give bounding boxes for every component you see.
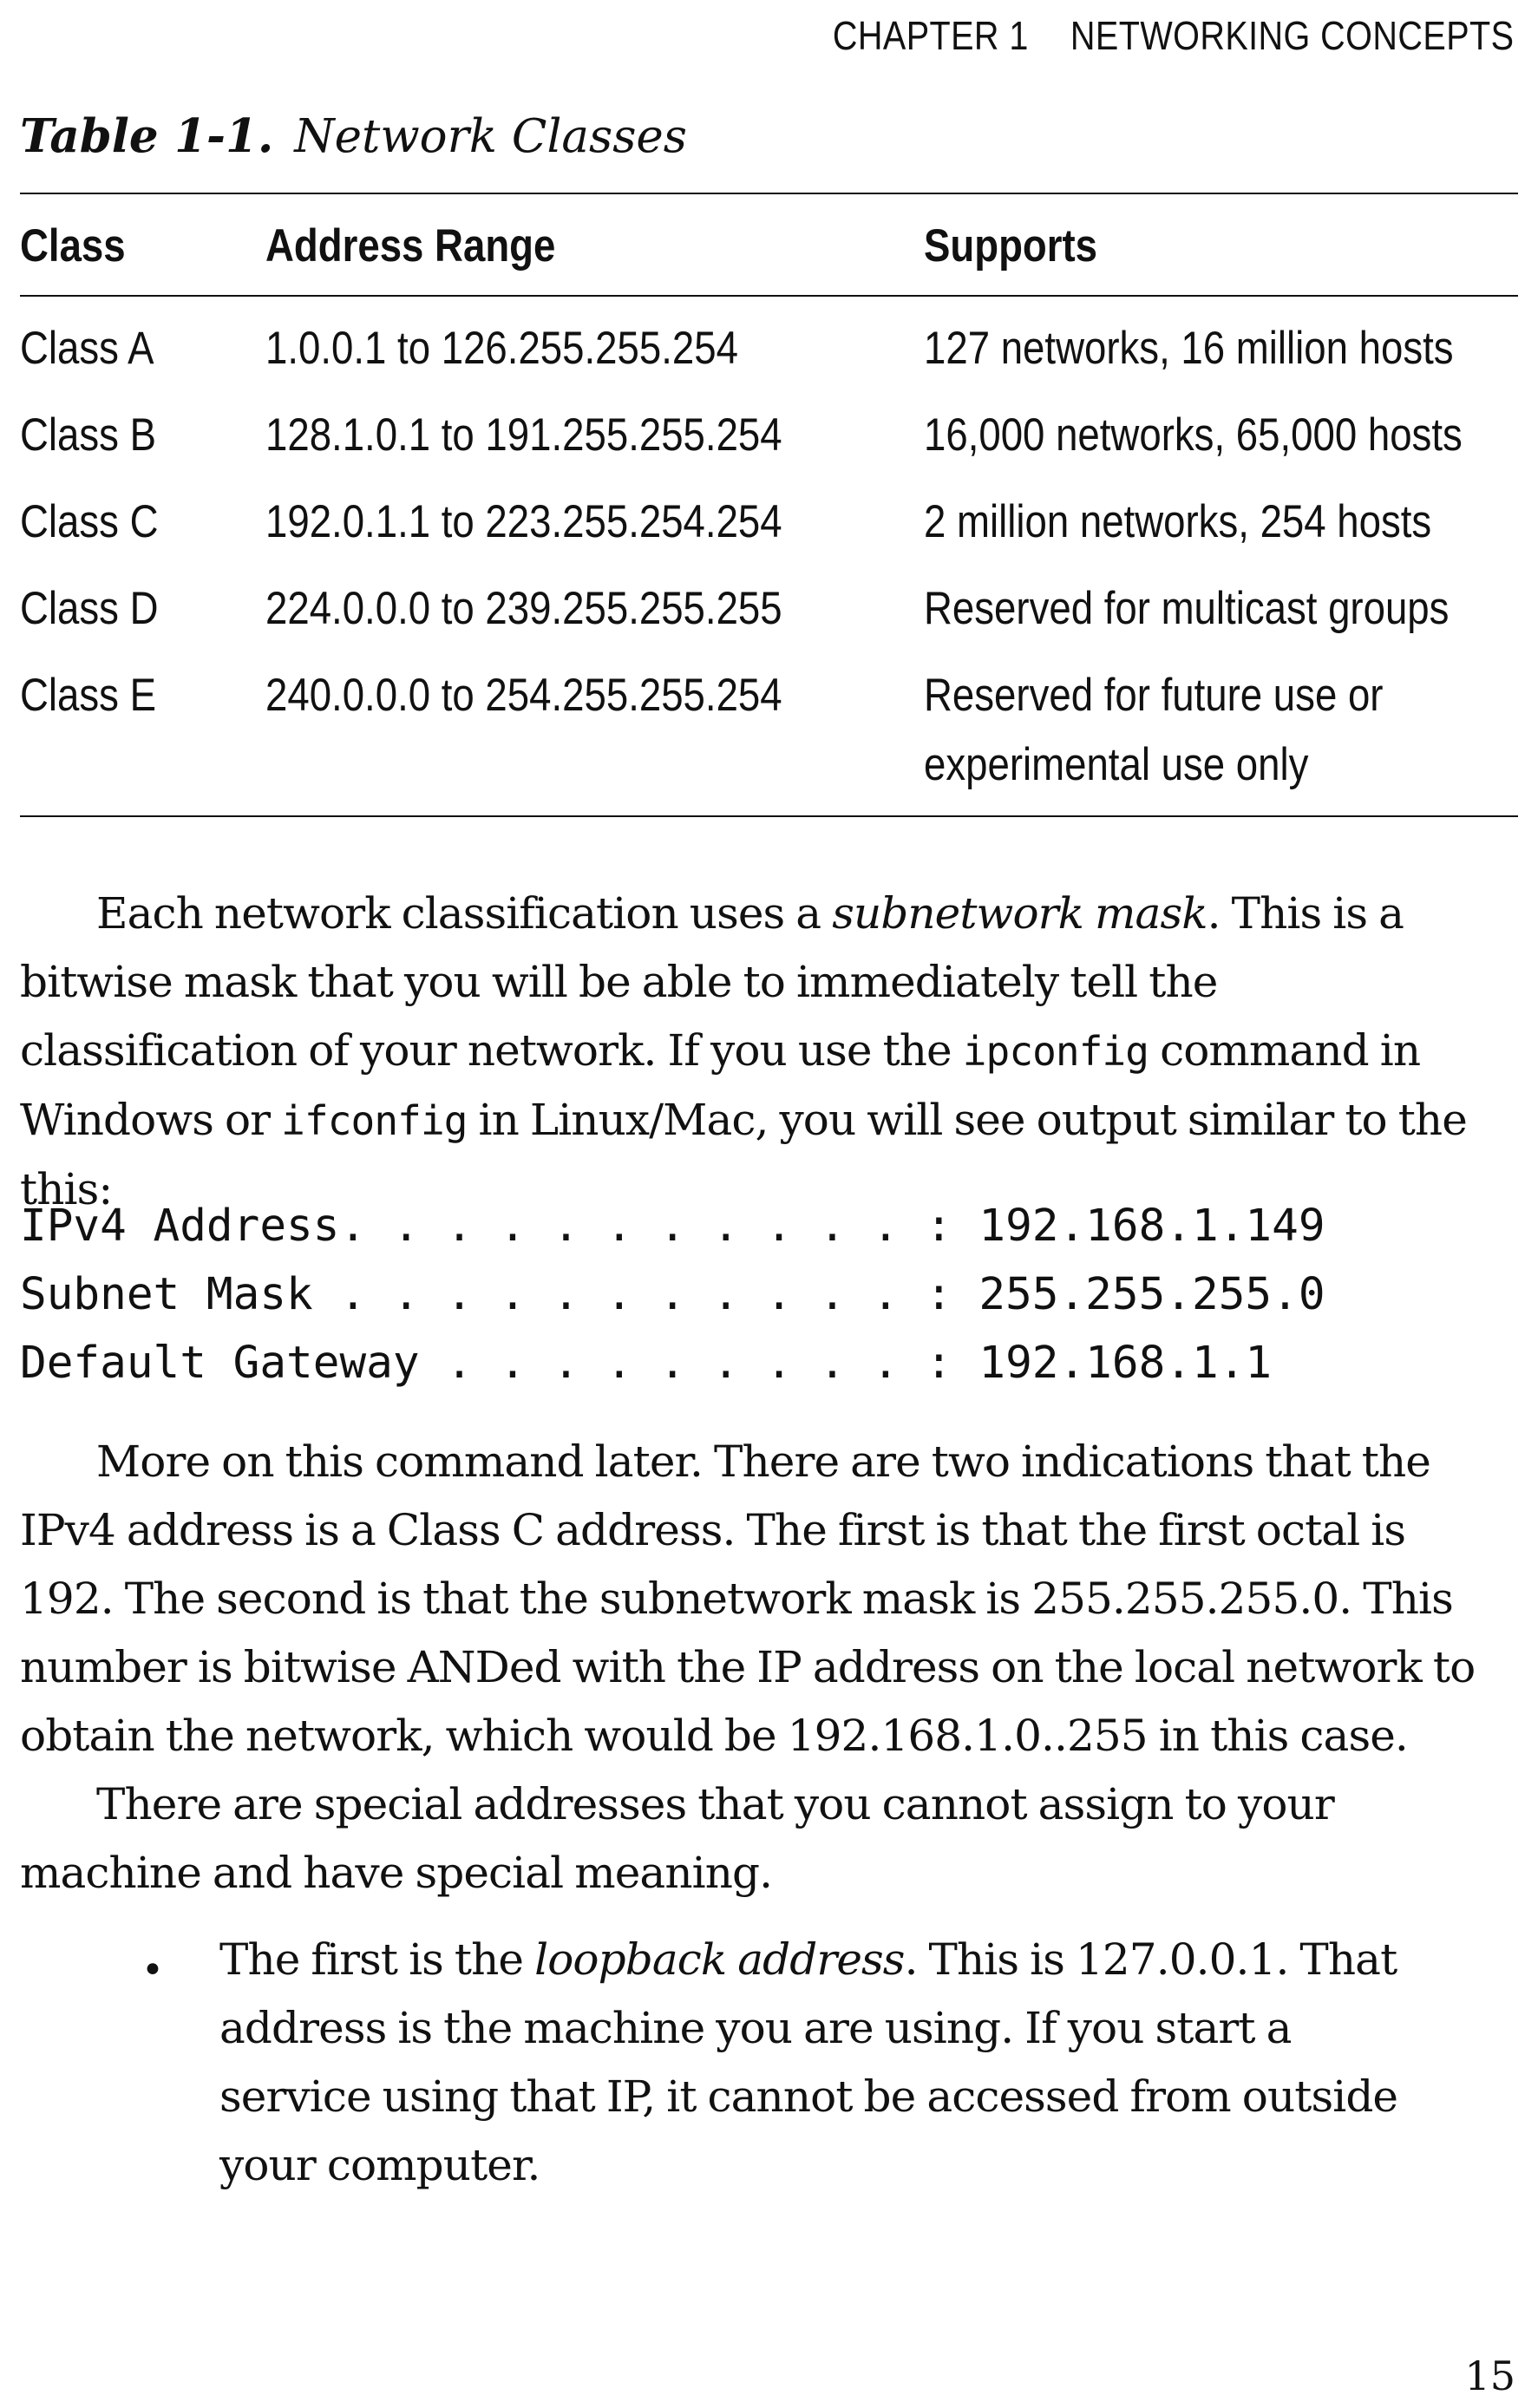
table-caption	[20, 109, 687, 163]
bullet-text: . This is 127.0.0.1. That address is the machine you are using. If you start a service using that IP, it cannot be accessed from outside your computer.	[219, 1934, 1398, 2190]
table-cell-class: Class A	[20, 323, 154, 374]
paragraph-text: . This is a bitwise mask that you will be able to immediately tell the classification of your network. If you use the	[20, 888, 1404, 1076]
body-paragraph-special-addresses	[20, 1770, 1495, 1907]
bullet-text: The first is the	[219, 1934, 535, 1985]
table-cell-supports-continued: experimental use only	[924, 739, 1309, 790]
table-cell-supports: Reserved for multicast groups	[924, 583, 1450, 634]
table-cell-supports: Reserved for future use or	[924, 670, 1384, 721]
bullet-marker: •	[141, 1948, 164, 1992]
paragraph-text: There are special addresses that you cannot assign to your machine and have special meaning.	[20, 1779, 1334, 1898]
inline-code-ifconfig: ifconfig	[281, 1097, 468, 1144]
table-cell-class: Class C	[20, 496, 159, 547]
code-line-ipv4: IPv4 Address. . . . . . . . . . . : 192.168.1.149	[20, 1201, 1325, 1252]
column-header-class: Class	[20, 220, 126, 272]
table-cell-address-range: 224.0.0.0 to 239.255.255.255	[265, 583, 782, 634]
column-header-address-range: Address Range	[265, 220, 556, 272]
body-paragraph-subnet-mask	[20, 880, 1495, 1224]
table-cell-supports: 127 networks, 16 million hosts	[924, 323, 1454, 374]
table-cell-address-range: 128.1.0.1 to 191.255.255.254	[265, 409, 782, 461]
table-cell-address-range: 240.0.0.0 to 254.255.255.254	[265, 670, 782, 721]
table-top-rule	[20, 193, 1518, 194]
table-cell-address-range: 192.0.1.1 to 223.255.254.254	[265, 496, 782, 547]
table-bottom-rule	[20, 815, 1518, 817]
code-line-subnet-mask: Subnet Mask . . . . . . . . . . . : 255.255.255.0	[20, 1269, 1325, 1320]
table-header-rule	[20, 295, 1518, 297]
paragraph-text: More on this command later. There are two indications that the IPv4 address is a Class C address. The first is that the first octal is 192. The second is that the subnetwork mask is 255.255.255.0. This number is bitwise ANDed with the IP address on the local network to obtain the network, which would be 192.168.1.0..255 in this case.	[20, 1436, 1476, 1761]
table-cell-address-range: 1.0.0.1 to 126.255.255.254	[265, 323, 738, 374]
table-cell-class: Class E	[20, 670, 157, 721]
paragraph-text: Each network classification uses a	[96, 888, 833, 939]
table-title: Network Classes	[294, 110, 687, 163]
code-line-default-gateway: Default Gateway . . . . . . . . . : 192.168.1.1	[20, 1338, 1273, 1389]
table-cell-class: Class B	[20, 409, 157, 461]
running-header	[832, 12, 1514, 59]
page-number: 15	[1464, 2352, 1515, 2399]
table-cell-supports: 16,000 networks, 65,000 hosts	[924, 409, 1463, 461]
table-cell-supports: 2 million networks, 254 hosts	[924, 496, 1432, 547]
body-paragraph-class-c	[20, 1428, 1495, 1770]
table-cell-class: Class D	[20, 583, 159, 634]
term-subnetwork-mask: subnetwork mask	[832, 888, 1207, 939]
term-loopback-address: loopback address	[534, 1934, 905, 1985]
paragraph-text: in Linux/Mac, you will see output similar to the this:	[20, 1095, 1467, 1214]
paragraph-text: command in Windows or	[20, 1025, 1421, 1145]
bullet-item-loopback	[219, 1926, 1408, 2200]
chapter-label: CHAPTER 1	[832, 13, 1029, 58]
table-label: Table 1-1.	[20, 109, 274, 163]
inline-code-ipconfig: ipconfig	[962, 1028, 1149, 1075]
chapter-title: NETWORKING CONCEPTS	[1070, 13, 1514, 58]
column-header-supports: Supports	[924, 220, 1098, 272]
